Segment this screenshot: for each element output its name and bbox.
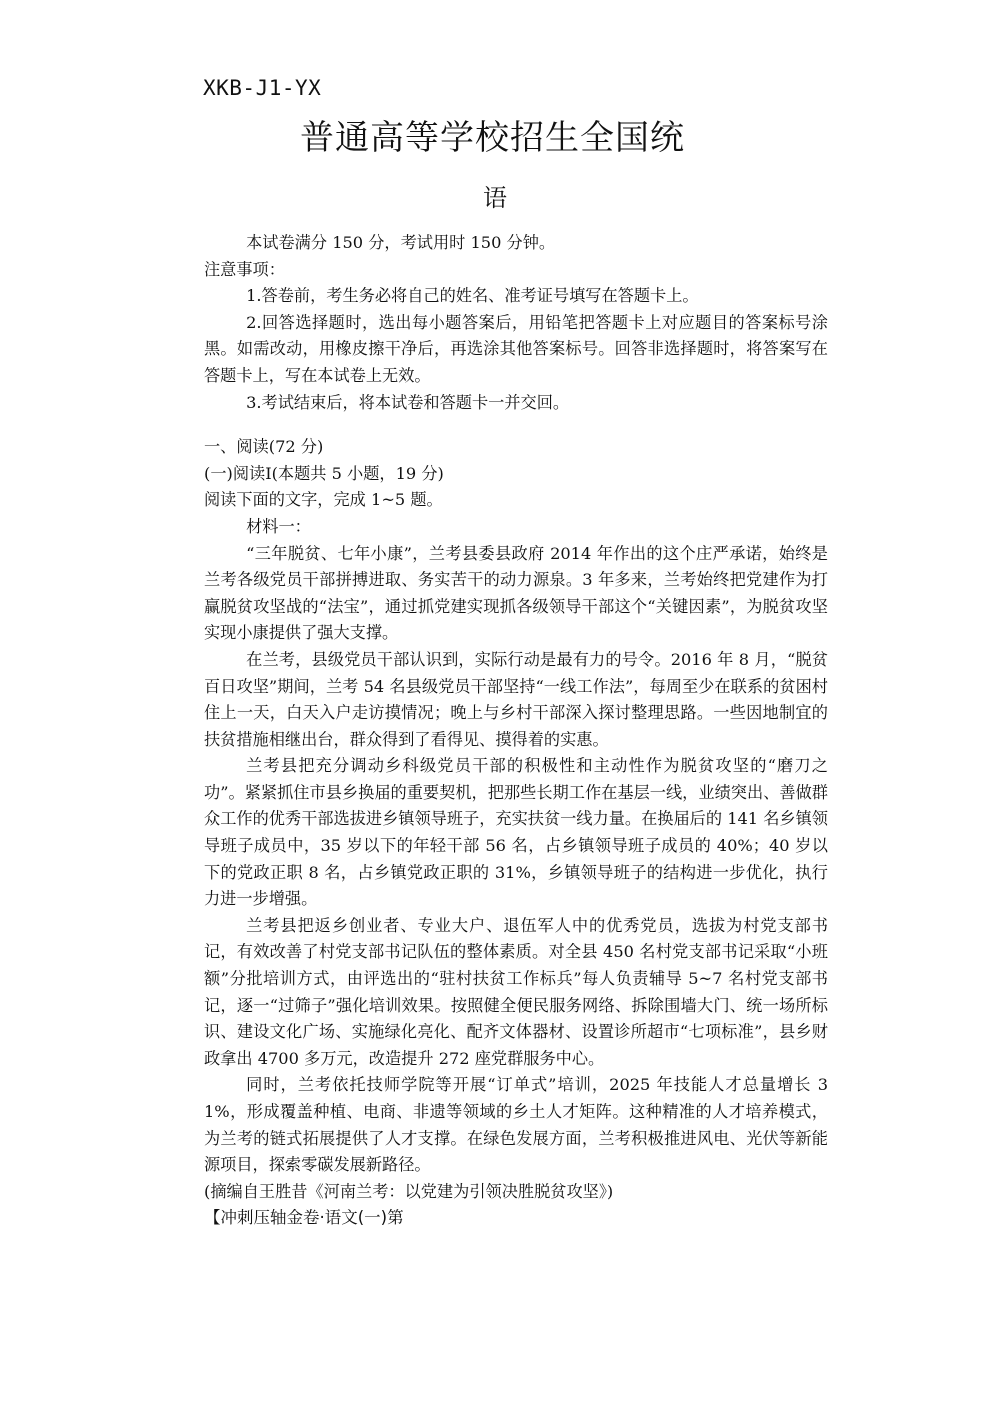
- source-citation: (摘编自王胜昔《河南兰考：以党建为引领决胜脱贫攻坚》): [204, 1181, 614, 1201]
- section-instruction: 阅读下面的文字，完成 1~5 题。: [204, 490, 443, 510]
- paragraph: 在兰考，县级党员干部认识到，实际行动是最有力的号令。2016 年 8 月，“脱贫百日攻坚”期间，兰考 54 名县级党员干部坚持“一线工作法”，每周至少在联系的贫困村住上一天，白天入户走访摸情况；晚上与乡村干部深入探讨整理思路。一些因地制宜的扶贫措施相继出台，群众得到了看得见、摸得着的实惠。: [204, 649, 828, 749]
- notice-item: 3.考试结束后，将本试卷和答题卡一并交回。: [246, 392, 570, 412]
- document-body: [204, 230, 828, 1232]
- paragraph: 兰考县把返乡创业者、专业大户、退伍军人中的优秀党员，选拔为村党支部书记，有效改善了村党支部书记队伍的整体素质。对全县 450 名村党支部书记采取“小班额”分批培训方式，由评选出的“驻村扶贫工作标兵”每人负责辅导 5~7 名村党支部书记，逐一“过筛子”强化培训效果。按照健全便民服务网络、拆除围墙大门、统一场所标识、建设文化广场、实施绿化亮化、配齐文体器材、设置诊所超市“七项标准”，县乡财政拿出 4700 多万元，改造提升 272 座党群服务中心。: [204, 915, 828, 1068]
- paragraph: 同时，兰考依托技师学院等开展“订单式”培训，2025 年技能人才总量增长 31%，形成覆盖种植、电商、非遗等领域的乡土人才矩阵。这种精准的人才培养模式，为兰考的链式拓展提供了人才支撑。在绿色发展方面，兰考积极推进风电、光伏等新能源项目，探索零碳发展新路径。: [204, 1075, 828, 1175]
- spacer: [204, 416, 828, 434]
- notice-label: 注意事项：: [204, 259, 285, 279]
- paper-code: XKB-J1-YX: [203, 76, 322, 100]
- notice-item: 2.回答选择题时，选出每小题答案后，用铅笔把答题卡上对应题目的答案标号涂黑。如需改动，用橡皮擦干净后，再选涂其他答案标号。回答非选择题时，将答案写在答题卡上，写在本试卷上无效。: [204, 312, 828, 385]
- intro-text: 本试卷满分 150 分，考试用时 150 分钟。: [246, 233, 556, 252]
- notice-item: 1.答卷前，考生务必将自己的姓名、准考证号填写在答题卡上。: [246, 286, 699, 306]
- subject-title: 语: [483, 184, 507, 212]
- page-title: 普通高等学校招生全国统: [300, 118, 685, 158]
- page-footer: 【冲刺压轴金卷·语文(一)第: [204, 1208, 404, 1228]
- paragraph: 兰考县把充分调动乡科级党员干部的积极性和主动性作为脱贫攻坚的“磨刀之功”。紧紧抓住市县乡换届的重要契机，把那些长期工作在基层一线，业绩突出、善做群众工作的优秀干部选拔进乡镇领导班子，充实扶贫一线力量。在换届后的 141 名乡镇领导班子成员中，35 岁以下的年轻干部 56 名，占乡镇领导班子成员的 40%；40 岁以下的党政正职 8 名，占乡镇党政正职的 31%，乡镇领导班子的结构进一步优化，执行力进一步增强。: [204, 756, 828, 909]
- paragraph: “三年脱贫、七年小康”，兰考县委县政府 2014 年作出的这个庄严承诺，始终是兰考各级党员干部拼搏进取、务实苦干的动力源泉。3 年多来，兰考始终把党建作为打赢脱贫攻坚战的“法宝”，通过抓党建实现抓各级领导干部这个“关键因素”，为脱贫攻坚实现小康提供了强大支撑。: [204, 543, 828, 643]
- section-heading: 一、阅读(72 分): [204, 437, 324, 457]
- section-subheading: (一)阅读Ⅰ(本题共 5 小题，19 分): [204, 463, 444, 483]
- material-label: 材料一：: [246, 516, 311, 536]
